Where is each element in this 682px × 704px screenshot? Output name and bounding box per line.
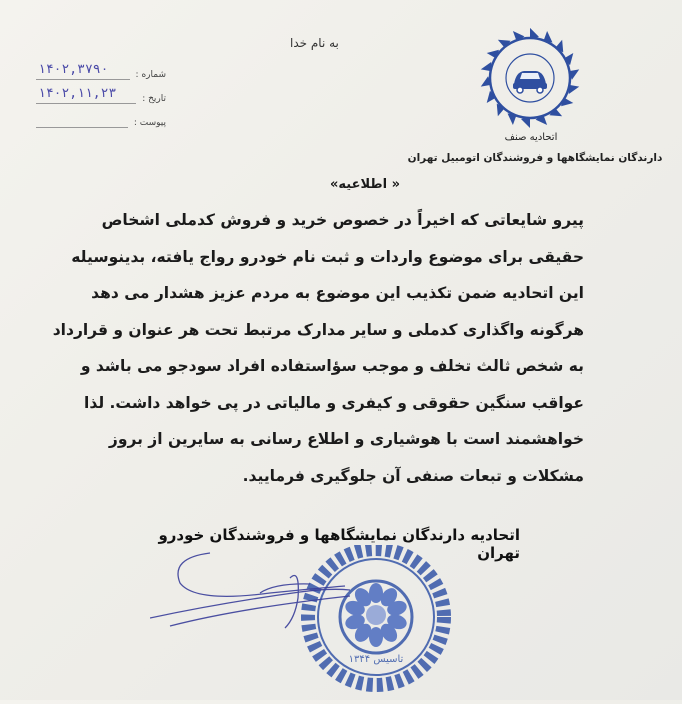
- body-line: خواهشمند است با هوشیاری و اطلاع رسانی به سایرین از بروز: [108, 430, 584, 448]
- meta-attachment-row: [36, 104, 166, 128]
- meta-attachment-label: پیوست :: [133, 118, 166, 128]
- body-line: هرگونه واگذاری کدملی و سایر مدارک مرتبط تحت هر عنوان و قرارداد: [52, 320, 584, 339]
- union-emblem-car-icon: [478, 26, 582, 130]
- body-line: مشکلات و تبعات صنفی آن جلوگیری فرمایید.: [242, 466, 584, 485]
- document-title: « اطلاعیه»: [330, 177, 400, 192]
- meta-number-label: شماره :: [135, 70, 166, 80]
- body-line: به شخص ثالث تخلف و موجب سؤاستفاده افراد سودجو می باشد و: [80, 357, 584, 375]
- meta-attachment-value: [36, 109, 128, 128]
- org-name-line2: دارندگان نمایشگاهها و فروشندگان اتومبیل تهران: [407, 152, 663, 164]
- body-line: عواقب سنگین حقوقی و کیفری و مالیاتی در پی خواهد داشت. لذا: [84, 393, 584, 412]
- letter-meta: [36, 56, 166, 128]
- meta-date-row: [36, 80, 166, 104]
- body-line: پیرو شایعاتی که اخیراً در خصوص خرید و فروش کدملی اشخاص: [101, 211, 584, 229]
- signature-organization: اتحادیه دارندگان نمایشگاهها و فروشندگان خودرو تهران: [158, 526, 520, 562]
- meta-number-row: [36, 56, 166, 80]
- meta-number-value: ۱۴۰۲,۳۷۹۰: [36, 61, 130, 80]
- announcement-body: [52, 202, 584, 494]
- meta-date-value: ۱۴۰۲,۱۱,۲۳: [36, 85, 136, 104]
- basmala-heading: به نام خدا: [290, 36, 339, 50]
- meta-date-label: تاریخ :: [142, 94, 166, 104]
- org-name-line1: اتحادیه صنف: [504, 132, 558, 143]
- body-line: این اتحادیه ضمن تکذیب این موضوع به مردم عزیز هشدار می دهد: [91, 284, 584, 302]
- svg-text:تاسیس ۱۳۴۴: تاسیس ۱۳۴۴: [348, 654, 404, 665]
- body-line: حقیقی برای موضوع واردات و ثبت نام خودرو رواج یافته، بدینوسیله: [71, 247, 584, 266]
